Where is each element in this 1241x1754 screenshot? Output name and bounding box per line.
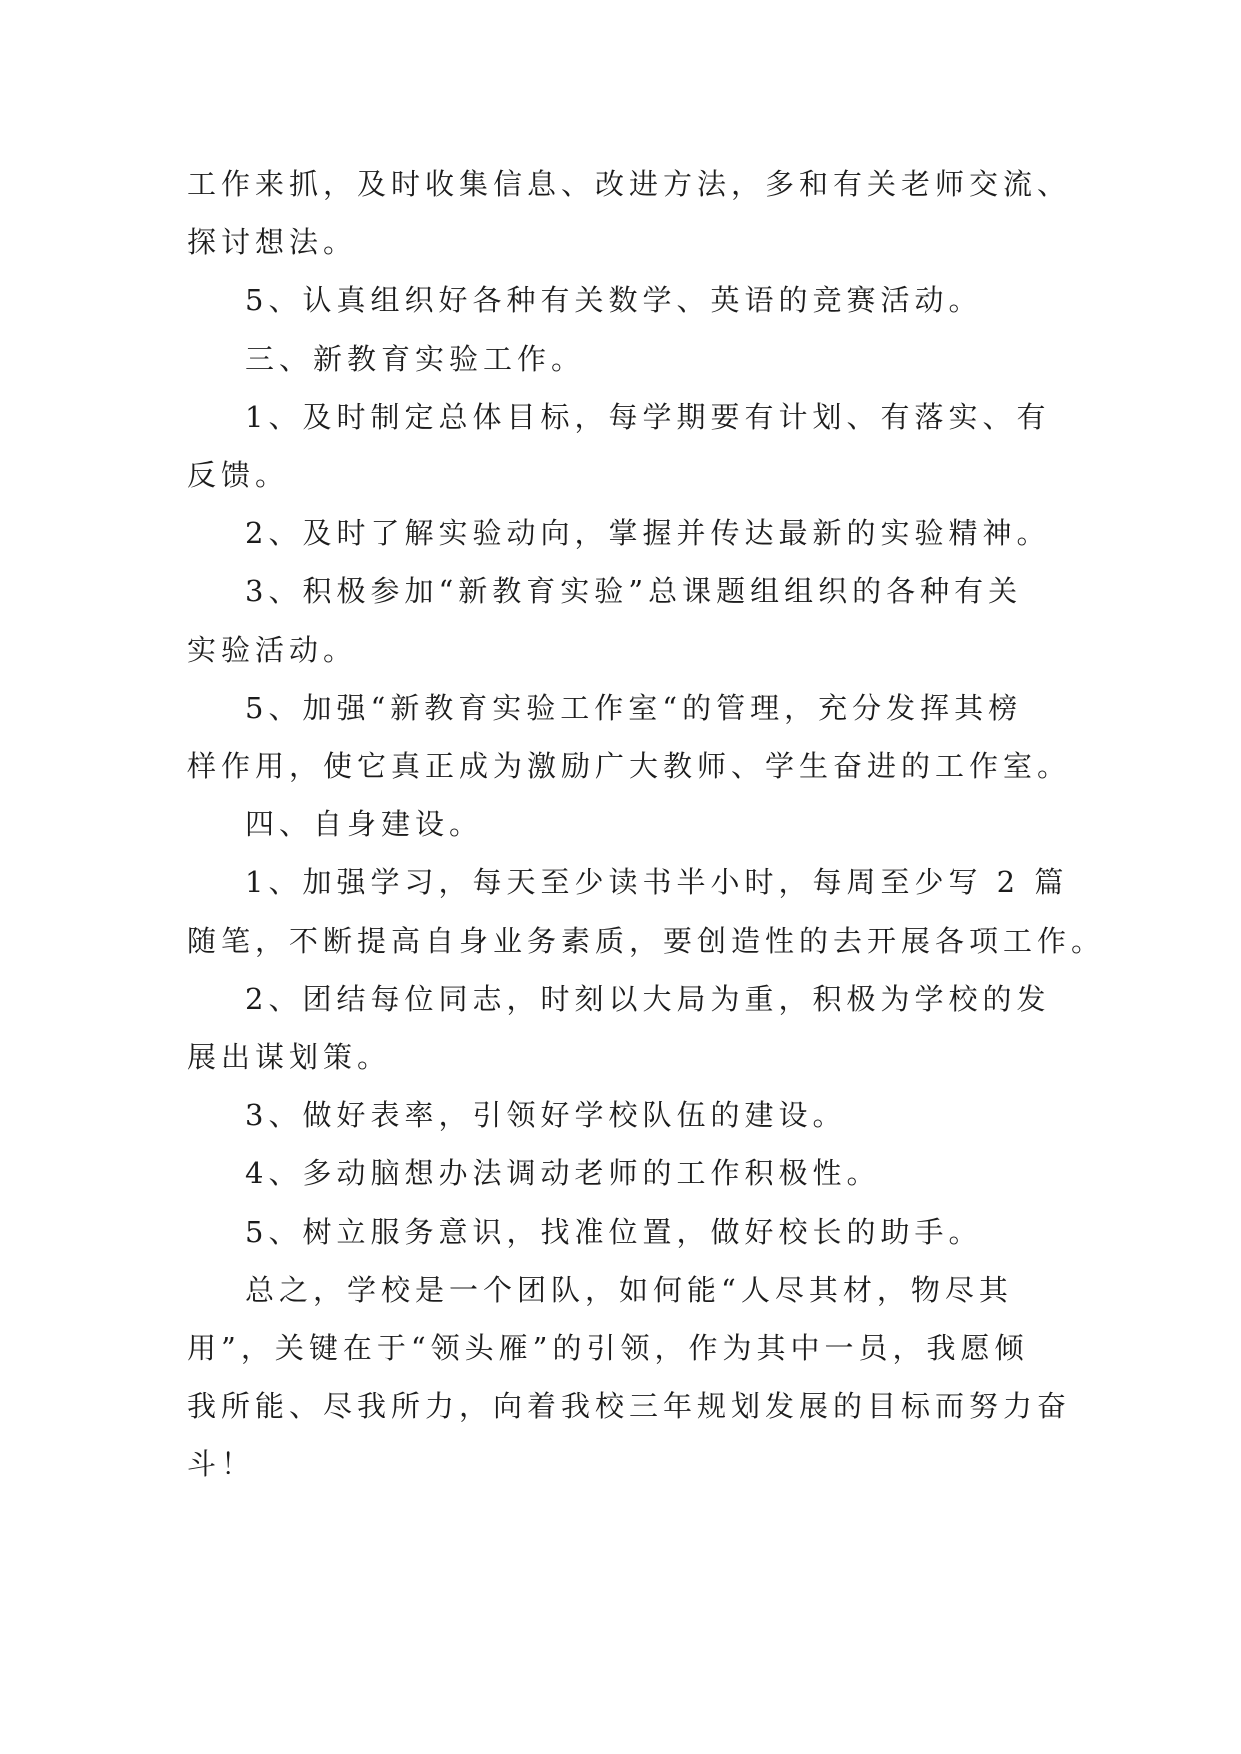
- document-body: [187, 155, 1106, 1494]
- text-line: 随笔，不断提高自身业务素质，要创造性的去开展各项工作。: [187, 923, 1106, 958]
- conclusion-line: 我所能、尽我所力，向着我校三年规划发展的目标而努力奋: [187, 1389, 1072, 1424]
- text-line: 工作来抓，及时收集信息、改进方法，多和有关老师交流、: [187, 167, 1072, 201]
- text-line: 2、团结每位同志，时刻以大局为重，积极为学校的发: [245, 981, 1051, 1016]
- text-line: 1、加强学习，每天至少读书半小时，每周至少写 2 篇: [245, 865, 1069, 900]
- conclusion-line: 总之，学校是一个团队，如何能“人尽其材，物尽其: [245, 1272, 1013, 1307]
- text-line: 样作用，使它真正成为激励广大教师、学生奋进的工作室。: [187, 749, 1072, 784]
- text-line: 4、多动脑想办法调动老师的工作积极性。: [245, 1156, 881, 1191]
- text-line: 展出谋划策。: [187, 1040, 392, 1075]
- text-line: 2、及时了解实验动向，掌握并传达最新的实验精神。: [245, 516, 1051, 551]
- section-heading: 四、自身建设。: [245, 807, 484, 842]
- text-line: 3、做好表率，引领好学校队伍的建设。: [245, 1098, 847, 1133]
- text-line: 反馈。: [187, 458, 290, 493]
- text-line: 实验活动。: [187, 632, 358, 667]
- conclusion-line: 用”，关键在于“领头雁”的引领，作为其中一员，我愿倾: [187, 1331, 1029, 1366]
- text-line: 5、加强“新教育实验工作室“的管理，充分发挥其榜: [245, 690, 1023, 725]
- text-line: 5、树立服务意识，找准位置，做好校长的助手。: [245, 1214, 983, 1249]
- text-line: 5、认真组织好各种有关数学、英语的竞赛活动。: [245, 283, 983, 318]
- text-line: 探讨想法。: [187, 225, 358, 260]
- text-line: 1、及时制定总体目标，每学期要有计划、有落实、有: [245, 399, 1051, 434]
- section-heading: 三、新教育实验工作。: [245, 341, 586, 376]
- text-line: 3、积极参加“新教育实验”总课题组组织的各种有关: [245, 574, 1023, 609]
- conclusion-line: 斗！: [187, 1447, 256, 1482]
